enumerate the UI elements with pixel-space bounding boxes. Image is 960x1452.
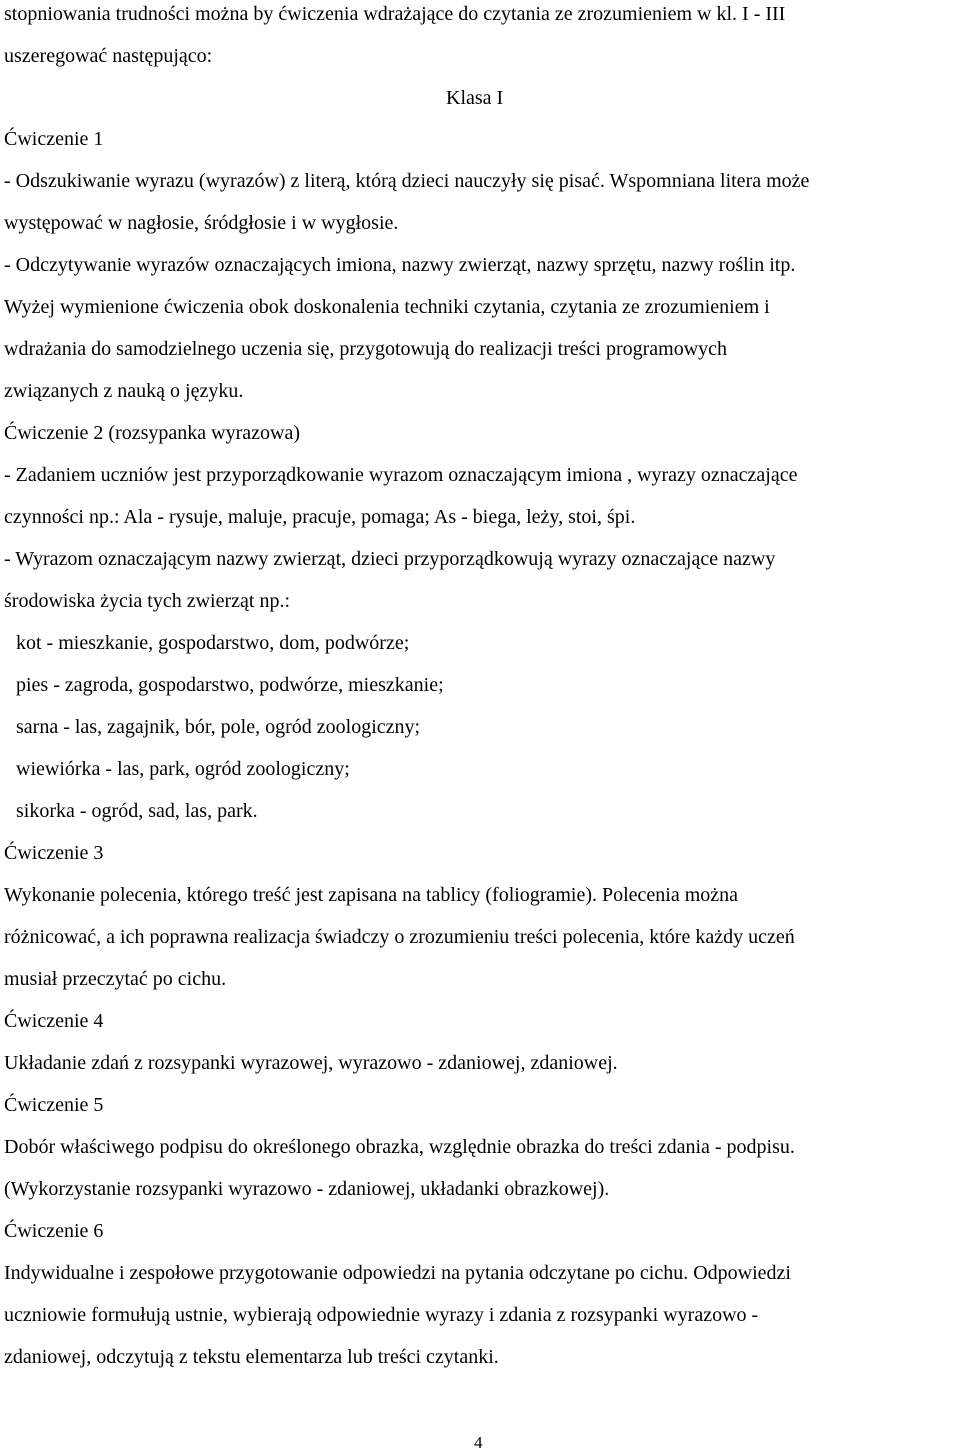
list-item: sikorka - ogród, sad, las, park. (16, 800, 258, 822)
text-line: - Odczytywanie wyrazów oznaczających imiona, nazwy zwierząt, nazwy sprzętu, nazwy roślin itp. (4, 254, 796, 276)
text-line: środowiska życia tych zwierząt np.: (4, 590, 291, 612)
list-item: kot - mieszkanie, gospodarstwo, dom, podwórze; (16, 632, 410, 654)
section-heading: Klasa I (446, 87, 504, 109)
text-line: różnicować, a ich poprawna realizacja świadczy o zrozumieniu treści polecenia, które każdy uczeń (4, 926, 795, 948)
text-line: - Zadaniem uczniów jest przyporządkowanie wyrazom oznaczającym imiona , wyrazy oznaczające (4, 464, 798, 486)
text-line: uszeregować następująco: (4, 45, 213, 67)
text-line: Indywidualne i zespołowe przygotowanie odpowiedzi na pytania odczytane po cichu. Odpowiedzi (4, 1262, 791, 1284)
text-line: - Wyrazom oznaczającym nazwy zwierząt, dzieci przyporządkowują wyrazy oznaczające nazwy (4, 548, 776, 570)
page-number: 4 (474, 1433, 483, 1452)
exercise-heading: Ćwiczenie 2 (rozsypanka wyrazowa) (4, 422, 300, 444)
text-line: (Wykorzystanie rozsypanki wyrazowo - zdaniowej, układanki obrazkowej). (4, 1178, 610, 1200)
exercise-heading: Ćwiczenie 4 (4, 1010, 104, 1032)
text-line: zdaniowej, odczytują z tekstu elementarza lub treści czytanki. (4, 1346, 499, 1368)
text-line: Dobór właściwego podpisu do określonego obrazka, względnie obrazka do treści zdania - podpisu. (4, 1136, 795, 1158)
text-line: Wyżej wymienione ćwiczenia obok doskonalenia techniki czytania, czytania ze zrozumieniem i (4, 296, 770, 318)
exercise-heading: Ćwiczenie 3 (4, 842, 104, 864)
exercise-heading: Ćwiczenie 6 (4, 1220, 104, 1242)
list-item: wiewiórka - las, park, ogród zoologiczny; (16, 758, 350, 780)
text-line: Układanie zdań z rozsypanki wyrazowej, wyrazowo - zdaniowej, zdaniowej. (4, 1052, 618, 1074)
list-item: sarna - las, zagajnik, bór, pole, ogród zoologiczny; (16, 716, 421, 738)
text-line: Wykonanie polecenia, którego treść jest zapisana na tablicy (foliogramie). Polecenia można (4, 884, 739, 906)
list-item: pies - zagroda, gospodarstwo, podwórze, mieszkanie; (16, 674, 444, 696)
text-line: uczniowie formułują ustnie, wybierają odpowiednie wyrazy i zdania z rozsypanki wyrazowo - (4, 1304, 759, 1326)
exercise-heading: Ćwiczenie 5 (4, 1094, 104, 1116)
text-line: występować w nagłosie, śródgłosie i w wygłosie. (4, 212, 399, 234)
text-line: czynności np.: Ala - rysuje, maluje, pracuje, pomaga; As - biega, leży, stoi, śpi. (4, 506, 636, 528)
text-line: musiał przeczytać po cichu. (4, 968, 227, 990)
text-line: stopniowania trudności można by ćwiczenia wdrażające do czytania ze zrozumieniem w kl. I - III (4, 3, 786, 25)
text-line: wdrażania do samodzielnego uczenia się, przygotowują do realizacji treści programowych (4, 338, 728, 360)
text-line: związanych z nauką o języku. (4, 380, 244, 402)
exercise-heading: Ćwiczenie 1 (4, 128, 104, 150)
text-line: - Odszukiwanie wyrazu (wyrazów) z literą, którą dzieci nauczyły się pisać. Wspomniana litera może (4, 170, 810, 192)
